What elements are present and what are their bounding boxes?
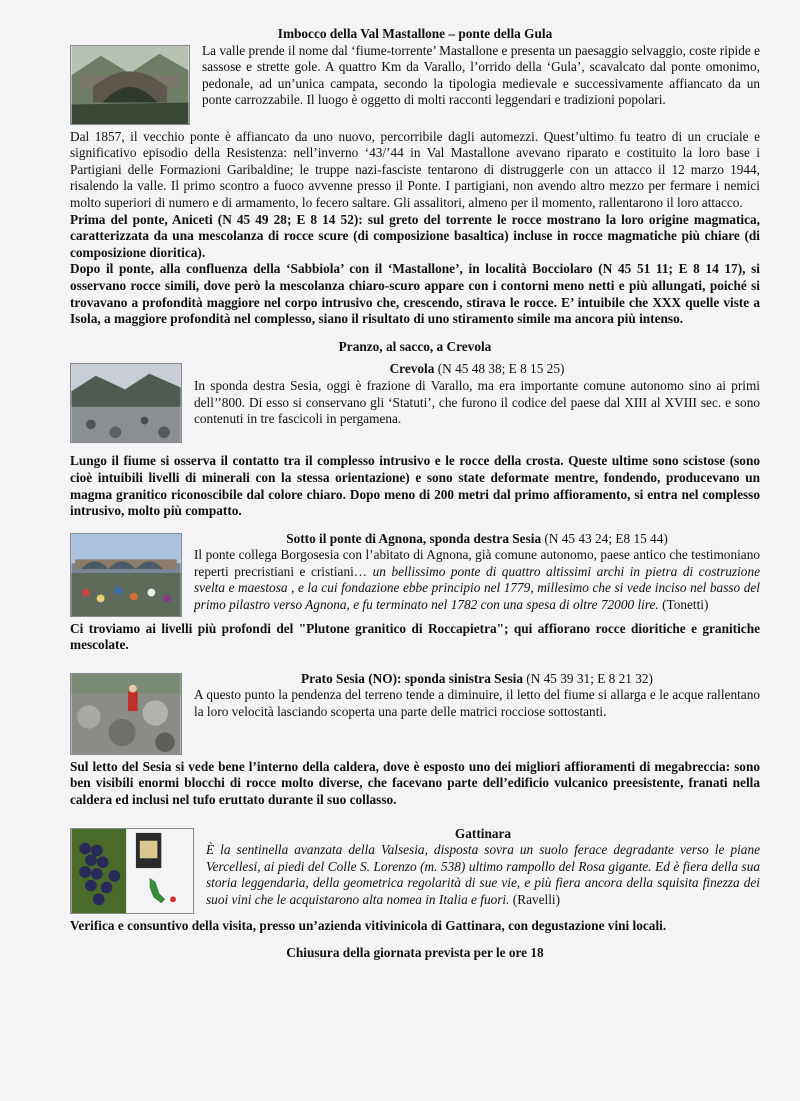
mastallone-intro: La valle prende il nome dal ‘fiume-torrente’ Mastallone e presenta un paesaggio selvaggio, coste ripide e sassose e strette gole. A quattro Km da Varallo, l’orrido della ‘Gula’, scavalcato dal ponte omonimo, pedonale, ad un’unica campata, secondo la tipologia medievale e successivamente affiancato da un ponte carrozzabile. Il luogo è oggetto di molti racconti leggendari e tradizioni popolari. — [202, 42, 761, 108]
prato-geology: Sul letto del Sesia si vede bene l’interno della caldera, dove è esposto uno dei migliori affioramenti di megabreccia: sono ben visibili enormi blocchi di rocce molto diverse, che facevano parte dell’edificio vulcanico preesistente, franati nella caldera ed inclusi nel tufo eruttato durante il suo collasso. — [70, 758, 760, 808]
crevola-text: In sponda destra Sesia, oggi è frazione di Varallo, ma era importante comune autonomo sino ai primi dell’’800. Di esso si conservano gli ‘Statuti’, che furono il codice del paese dal XIII al XVIII sec. e sono contenuti in tre fascicoli in pergamena. — [194, 377, 760, 427]
crevola-title: Crevola — [389, 361, 435, 377]
gattinara-source: (Ravelli) — [509, 892, 561, 908]
prato-title: Prato Sesia (NO): sponda sinistra Sesia — [300, 670, 523, 686]
gattinara-quote: È la sentinella avanzata della Valsesia, disposta sovra un suolo ferace degradante verso le piane Vercellesi, ai piedi del Colle S. Lorenzo (m. 538) ultimo rampollo del Rosa gigante. Ed è fiera della sua storia leggendaria, della geometrica regolarità di sue vie, e più fiera ancora della squisita finezza dei suoi vini che le acquistarono alta nomea in Italia e fuori. — [206, 842, 760, 908]
crevola-coords: (N 45 48 38; E 8 15 25) — [434, 361, 565, 377]
agnona-text-plain: Il ponte collega Borgosesia con l’abitato di Agnona, già comune autonomo, paese antico che testimoniano reperti precristiani e cristiani… — [194, 547, 760, 579]
closing-note: Chiusura della giornata prevista per le ore 18 — [286, 945, 544, 961]
section-title-mastallone: Imbocco della Val Mastallone – ponte della Gula — [277, 26, 553, 41]
prato-coords: (N 45 39 31; E 8 21 32) — [522, 670, 653, 686]
agnona-title: Sotto il ponte di Agnona, sponda destra Sesia — [286, 530, 542, 546]
agnona-geology: Ci troviamo ai livelli più profondi del "Plutone granitico di Roccapietra"; qui affiorano rocce dioritiche e granitiche mescolate. — [70, 620, 760, 653]
agnona-bridge-photo — [70, 533, 182, 617]
gattinara-visit: Verifica e consuntivo della visita, presso un’azienda vitivinicola di Gattinara, con degustazione vini locali. — [70, 917, 667, 933]
bridge-gula-photo — [70, 45, 190, 125]
prato-sesia-photo — [70, 673, 182, 755]
bocciolaro-geology: Dopo il ponte, alla confluenza della ‘Sabbiola’ con il ‘Mastallone’, in località Bocciolaro (N 45 51 11; E 8 14 17), si osservano rocce simili, dove però la mescolanza chiaro-scuro appare con i contorni meno netti e più allungati, poiché si trovavano a profondità maggiore nel corpo intrusivo che, crescendo, stirava le rocce. E’ intuibile che XXX quelle viste a Isola, a maggiore profondità nel complesso, siano il risultato di uno stiramento simile ma ancora più intenso. — [70, 261, 760, 327]
agnona-source: (Tonetti) — [658, 597, 709, 613]
gattinara-wine-photo — [70, 828, 194, 914]
gattinara-title: Gattinara — [454, 825, 512, 841]
crevola-geology: Lungo il fiume si osserva il contatto tra il complesso intrusivo e le rocce della crosta. Queste ultime sono scistose (sono cioè intuibili livelli di minerali con la stessa orientazione) e sono state deformate mentre, fondendo, producevano un magma granitico riconoscibile dal colore chiaro. Dopo meno di 200 metri dal primo affioramento, si entra nel complesso intrusivo, molto più compatto. — [70, 453, 760, 519]
mastallone-history: Dal 1857, il vecchio ponte è affiancato da uno nuovo, percorribile dagli automezzi. Quest’ultimo fu teatro di un cruciale e significativo episodio della Resistenza: nell’inverno ‘43/’44 in Val Mastallone avevano riparato e costituito la loro base i Partigiani delle Formazioni Garibaldine; le truppe nazi-fasciste tentarono di distruggerle con un attacco il 12 marzo 1944, risalendo la valle. Il primo scontro a fuoco avvenne presso il Ponte. I partigiani, non avendo altro mezzo per fermare i nemici molto superiori di numero e di armamento, lo fecero saltare. Gli assalitori, almeno per il momento, rallentarono il loro attacco. — [70, 128, 760, 210]
crevola-river-photo — [70, 363, 182, 443]
prato-text: A questo punto la pendenza del terreno tende a diminuire, il letto del fiume si allarga e le acque rallentano la loro velocità lasciando scoperta una parte delle matrici rocciose sottostanti. — [194, 687, 760, 720]
lunch-heading: Pranzo, al sacco, a Crevola — [338, 338, 492, 354]
agnona-coords: (N 45 43 24; E8 15 44) — [541, 530, 668, 546]
agnona-quote: un bellissimo ponte di quattro altissimi archi in pietra di costruzione svelta e maestosa , e la cui fondazione ebbe principio nel 1779, millesimo che si vede inciso nel basso del primo pilastro verso Agnona, e fu terminato nel 1782 con una spesa di oltre 72000 lire. — [194, 563, 760, 613]
aniceti-geology: Prima del ponte, Aniceti (N 45 49 28; E 8 14 52): sul greto del torrente le rocce mostrano la loro origine magmatica, caratterizzata da una mescolanza di rocce scure (di composizione basaltica) incluse in rocce magmatiche più chiare (di composizione dioritica). — [70, 211, 760, 260]
